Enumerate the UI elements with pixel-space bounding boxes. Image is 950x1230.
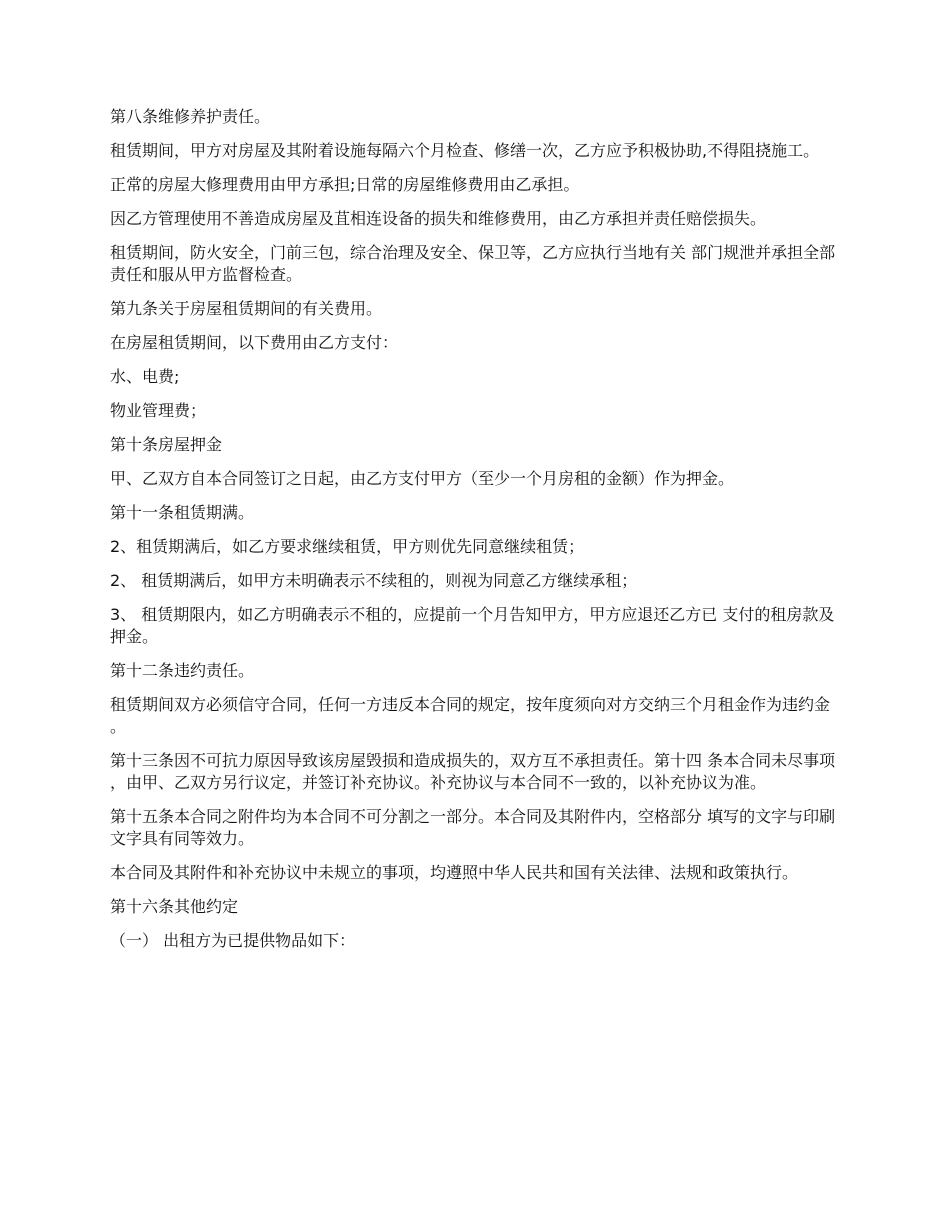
paragraph-fire-safety: 租赁期间，防火安全，门前三包，综合治理及安全、保卫等，乙方应执行当地有关 部门规泄并承担全部责任和服从甲方监督检查。 xyxy=(110,243,836,284)
paragraph-article-11-title: 第十一条租赁期满。 xyxy=(110,503,255,522)
paragraph-inspection: 租赁期间，甲方对房屋及其附着设施每隔六个月检查、修缮一次，乙方应予积极协助,不得阻挠施工。 xyxy=(110,141,820,160)
paragraph-governing-law: 本合同及其附件和补充协议中未规立的事项，均遵照中华人民共和国有关法律、法规和政策执行。 xyxy=(110,863,799,882)
paragraph-provided-items: （一） 出租方为已提供物品如下： xyxy=(110,931,356,950)
paragraph-damage-liability: 因乙方管理使用不善造成房屋及苴相连设备的损失和维修费用，由乙方承担并责任赔偿损失。 xyxy=(110,209,767,228)
paragraph-utilities: 水、电费; xyxy=(110,367,180,386)
paragraph-property-fee: 物业管理费； xyxy=(110,401,207,420)
paragraph-article-10-title: 第十条房屋押金 xyxy=(110,435,223,454)
paragraph-article-12-title: 第十二条违约责任。 xyxy=(110,661,255,680)
paragraph-repair-costs: 正常的房屋大修理费用由甲方承担;日常的房屋维修费用由乙承担。 xyxy=(110,175,580,194)
paragraph-attachments: 第十五条本合同之附件均为本合同不可分割之一部分。本合同及其附件内，空格部分 填写的文字与印刷文字具有同等效力。 xyxy=(110,807,836,848)
paragraph-early-termination: 3、 租赁期限内，如乙方明确表示不租的，应提前一个月告知甲方，甲方应退还乙方已 支付的租房款及押金。 xyxy=(110,605,835,646)
document-body xyxy=(110,106,845,964)
paragraph-breach-penalty: 租赁期间双方必须信守合同，任何一方违反本合同的规定，按年度须向对方交纳三个月租金作为违约金。 xyxy=(110,695,831,736)
paragraph-article-9-title: 第九条关于房屋租赁期间的有关费用。 xyxy=(110,299,383,318)
paragraph-fees-intro: 在房屋租赁期间，以下费用由乙方支付： xyxy=(110,333,399,352)
paragraph-renewal-priority: 2、租赁期满后，如乙方要求继续租赁，甲方则优先同意继续租赁； xyxy=(110,537,585,556)
paragraph-deposit: 甲、乙双方自本合同签订之日起，由乙方支付甲方（至少一个月房租的金额）作为押金。 xyxy=(110,469,735,488)
paragraph-article-16-title: 第十六条其他约定 xyxy=(110,897,239,916)
paragraph-auto-renewal: 2、 租赁期满后，如甲方未明确表示不续租的，则视为同意乙方继续承租； xyxy=(110,571,638,590)
paragraph-article-8-title: 第八条维修养护责任。 xyxy=(110,107,271,126)
paragraph-force-majeure: 第十三条因不可抗力原因导致该房屋毁损和造成损失的，双方互不承担责任。第十四 条本合同未尽事项，由甲、乙双方另行议定，并签订补充协议。补充协议与本合同不一致的，以补充协议为准。 xyxy=(110,751,836,792)
